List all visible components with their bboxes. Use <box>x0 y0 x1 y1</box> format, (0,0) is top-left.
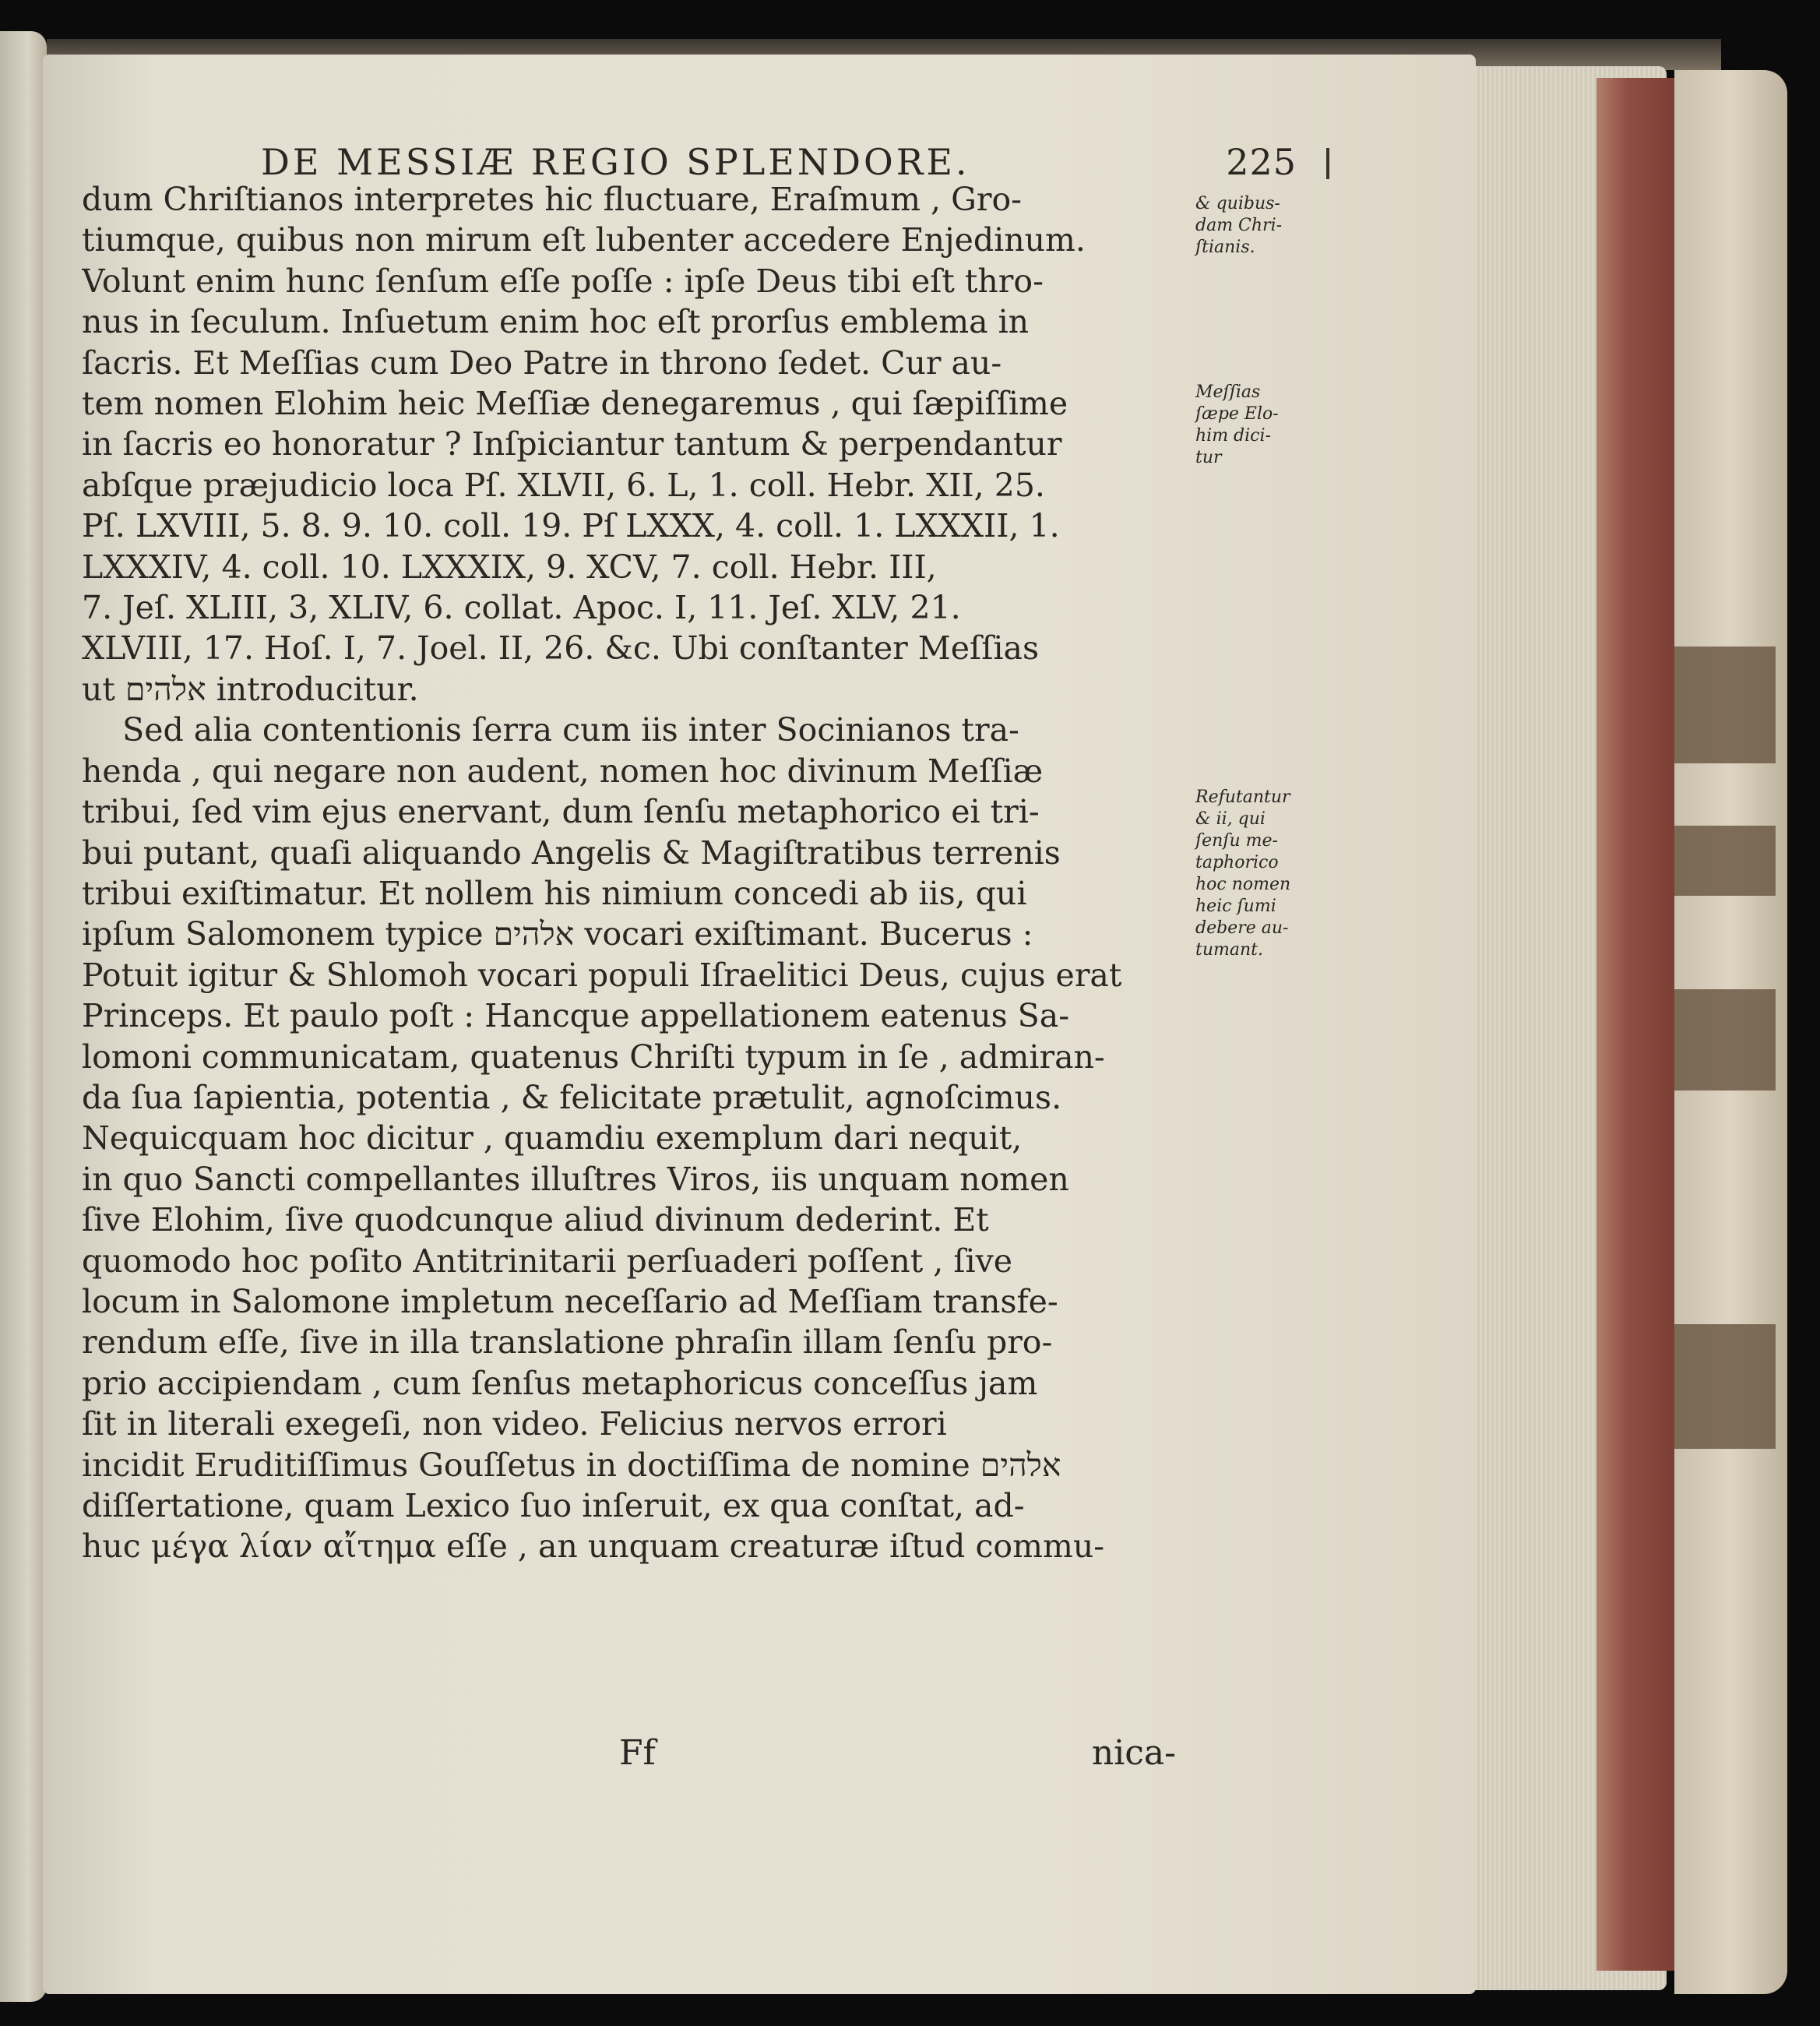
text-line: rendum eſſe, ſive in illa translatione phraſin illam ſenſu pro- <box>82 1323 1053 1362</box>
running-title: DE MESSIÆ REGIO SPLENDORE. <box>261 141 970 183</box>
text-line: lomoni communicatam, quatenus Chriſti typum in ſe , admiran- <box>82 1038 1105 1076</box>
marginal-note-line: ſtianis. <box>1195 238 1255 257</box>
marginal-note-line: debere au- <box>1195 918 1289 938</box>
text-line: locum in Salomone impletum neceſſario ad Meſſiam transfe- <box>82 1282 1058 1320</box>
text-line: da ſua ſapientia, potentia , & felicitate prætulit, agnoſcimus. <box>82 1078 1062 1116</box>
text-line: tem nomen Elohim heic Meſſiæ denegaremus , qui ſæpiſſime <box>82 385 1068 423</box>
text-line: ſit in literali exegeſi, non video. Felicius nervos errori <box>82 1405 947 1443</box>
text-line: Princeps. Et paulo poſt : Hancque appellationem eatenus Sa- <box>82 997 1070 1035</box>
page-footer <box>82 1733 1184 1776</box>
text-line: Volunt enim hunc ſenſum eſſe poſſe : ipſe Deus tibi eſt thro- <box>82 262 1044 300</box>
text-line: abſque præjudicio loca Pſ. XLVII, 6. L, 1. coll. Hebr. XII, 25. <box>82 466 1045 504</box>
text-line: Pſ. LXVIII, 5. 8. 9. 10. coll. 19. Pſ LXXX, 4. coll. 1. LXXXII, 1. <box>82 507 1060 545</box>
text-line: 7. Jeſ. XLIII, 3, XLIV, 6. collat. Apoc. I, 11. Jeſ. XLV, 21. <box>82 589 961 627</box>
marginal-note-line: dam Chri- <box>1195 216 1283 235</box>
cover-wear-mark <box>1674 647 1776 763</box>
text-line: prio accipiendam , cum ſenſus metaphoricus conceſſus jam <box>82 1364 1038 1402</box>
text-line: in quo Sancti compellantes illuſtres Viros, iis unquam nomen <box>82 1160 1069 1198</box>
red-sprinkled-edge <box>1596 78 1674 1971</box>
text-line: ut אלהים introducitur. <box>82 670 419 708</box>
marginal-note-line: Refutantur <box>1195 787 1290 807</box>
signature-mark: Ff <box>619 1733 656 1773</box>
text-line: tribui, ſed vim ejus enervant, dum ſenſu metaphorico ei tri- <box>82 793 1040 831</box>
cover-wear-mark <box>1674 989 1776 1091</box>
marginal-note-line: ſenſu me- <box>1195 831 1278 851</box>
text-line: Potuit igitur & Shlomoh vocari populi Iſraelitici Deus, cujus erat <box>82 956 1122 994</box>
main-text-block <box>82 179 1184 1567</box>
marginal-note-line: tur <box>1195 448 1222 467</box>
left-page-edge <box>0 31 47 2002</box>
marginal-note-line: him dici- <box>1195 426 1271 446</box>
text-line: ſacris. Et Meſſias cum Deo Patre in throno ſedet. Cur au- <box>82 344 1002 382</box>
text-line: quomodo hoc poſito Antitrinitarii perſuaderi poſſent , ſive <box>82 1242 1013 1280</box>
text-line: ſive Elohim, ſive quodcunque aliud divinum dederint. Et <box>82 1201 989 1239</box>
text-line: tiumque, quibus non mirum eſt lubenter accedere Enjedinum. <box>82 221 1086 259</box>
text-line: huc μέγα λίαν αἴτημα eſſe , an unquam creaturæ iſtud commu- <box>82 1527 1105 1566</box>
text-line: nus in ſeculum. Inſuetum enim hoc eſt prorſus emblema in <box>82 303 1030 341</box>
text-line: diſſertatione, quam Lexico ſuo inſeruit, ex qua conſtat, ad- <box>82 1487 1025 1524</box>
text-line: LXXXIV, 4. coll. 10. LXXXIX, 9. XCV, 7. coll. Hebr. III, <box>82 548 937 586</box>
page-number: 225 <box>1226 141 1297 183</box>
cover-wear-mark <box>1674 1324 1776 1449</box>
text-line: Sed alia contentionis ſerra cum iis inter Socinianos tra- <box>82 711 1019 749</box>
text-line: tribui exiſtimatur. Et nollem his nimium concedi ab iis, qui <box>82 874 1027 912</box>
text-line: bui putant, quaſi aliquando Angelis & Magiſtratibus terrenis <box>82 833 1061 872</box>
text-line: incidit Eruditiſſimus Gouſſetus in doctiſſima de nomine אלהים <box>82 1446 1061 1484</box>
ink-mark <box>1326 148 1329 179</box>
text-line: Nequicquam hoc dicitur , quamdiu exemplum dari nequit, <box>82 1119 1023 1157</box>
running-header <box>261 139 1297 185</box>
marginal-note-line: taphorico <box>1195 853 1279 872</box>
text-line: ipſum Salomonem typice אלהים vocari exiſtimant. Bucerus : <box>82 915 1033 953</box>
cover-wear-mark <box>1674 826 1776 896</box>
marginal-note-line: Meſſias <box>1195 382 1261 402</box>
text-line: in ſacris eo honoratur ? Inſpiciantur tantum & perpendantur <box>82 425 1062 463</box>
marginal-note-line: heic ſumi <box>1195 897 1276 916</box>
marginal-note-line: & ii, qui <box>1195 809 1266 829</box>
marginal-note-line: tumant. <box>1195 940 1263 960</box>
marginal-note-line: ſæpe Elo- <box>1195 404 1279 424</box>
text-line: henda , qui negare non audent, nomen hoc divinum Meſſiæ <box>82 752 1044 790</box>
marginal-note <box>1195 382 1343 469</box>
marginal-note-line: hoc nomen <box>1195 875 1291 894</box>
marginal-note <box>1195 787 1343 961</box>
text-line: XLVIII, 17. Hoſ. I, 7. Joel. II, 26. &c. Ubi conſtanter Meſſias <box>82 629 1039 668</box>
text-line: dum Chriſtianos interpretes hic fluctuare, Eraſmum , Gro- <box>82 181 1022 218</box>
marginal-note-line: & quibus- <box>1195 194 1280 213</box>
marginal-note <box>1195 193 1343 259</box>
catchword: nica- <box>1091 1733 1176 1773</box>
